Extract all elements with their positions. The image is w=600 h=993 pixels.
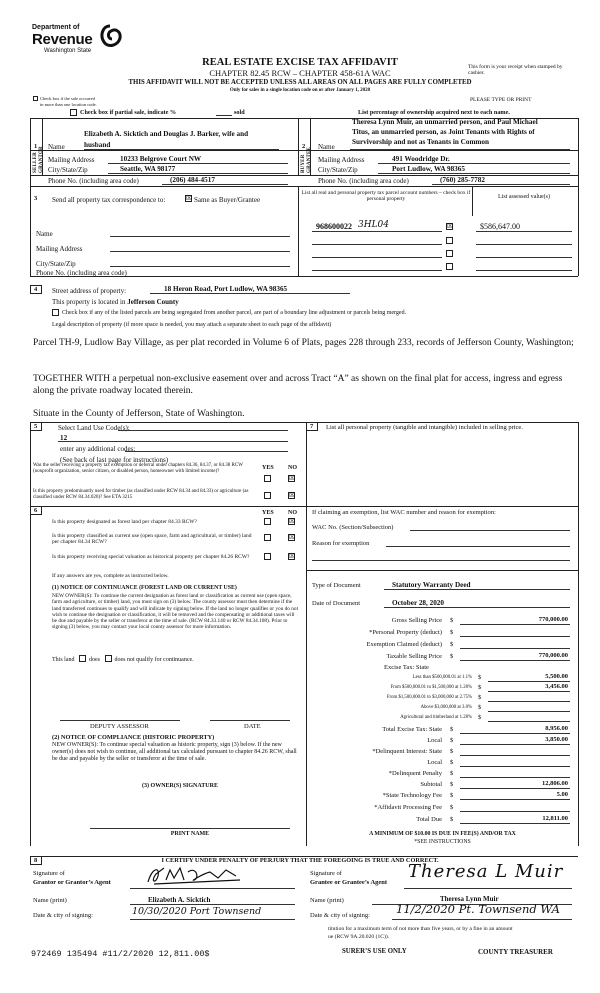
doc-date[interactable]: October 28, 2020 [392, 599, 444, 607]
logo-line-department: Department of [32, 24, 80, 31]
tier-label-2: From $500,000.01 to $1,500,000 at 1.28% [390, 685, 472, 690]
sec5-q2-yes[interactable] [264, 492, 271, 499]
dor-logo [30, 22, 140, 62]
buyer-city-label: City/State/Zip [318, 166, 358, 174]
deputy-date-label: DATE [244, 723, 261, 730]
buyer-phone-label: Phone No. (including area code) [318, 177, 409, 185]
land-use-code[interactable]: 12 [60, 434, 68, 442]
notice-continuance-body: NEW OWNER(S): To continue the current designation as forest land or classification as current use (open space, farm and agriculture, or timber) land, you must sign on (3) below. The county assessor must then determine if the land transferred continues to qualify and will indicate by signing below. If the land no longer qualifies or you do not wish to continue the designation or classification, it will be removed and the compensating or additional taxes will be due and payable by the seller or transferor at the time of sale. (RCW 84.33.140 or RCW 84.34.108). Prior to signing (3) below, you may contact your local county assessor for more information. [52, 593, 299, 631]
grantor-signature[interactable] [140, 862, 250, 888]
calc-value-exemption[interactable] [460, 648, 570, 649]
sec6-q1-no[interactable]: ☒ [289, 517, 296, 525]
property-street-address[interactable]: 18 Heron Road, Port Ludlow, WA 98365 [164, 285, 288, 293]
notice-compliance-body: NEW OWNER(S): To continue special valuation as historic property, sign (3) below. If the new owner(s) does not wish to continue, all additional tax calculated pursuant to chapter 84.26 RCW, shall be due and payable by the seller or transferor at the time of sale. [52, 742, 297, 763]
parcel-note-1: 3HL04 [358, 220, 390, 230]
perjury-note: titution for a maximum term of not more than five years, or by a fine in an amount [328, 926, 513, 932]
sec6-q2-no[interactable]: ☒ [289, 533, 296, 541]
see-back-label: (See back of last page for instructions) [60, 456, 169, 464]
total-value-local[interactable]: 3,850.00 [545, 736, 568, 743]
calc-value-personal[interactable] [460, 636, 570, 637]
total-label-penalty: *Delinquent Penalty [388, 770, 442, 777]
grantee-name[interactable]: Theresa Lynn Muir [440, 895, 499, 903]
seller-side-label: SELLER GRANTOR [33, 146, 44, 173]
calc-label-gross: Gross Selling Price [391, 617, 442, 624]
buyer-address-label: Mailing Address [318, 156, 365, 164]
sec5-q2-no[interactable]: ☒ [289, 491, 296, 499]
legal-description-3: Situate in the County of Jefferson, State of Washington. [33, 409, 245, 419]
grantor-name[interactable]: Elizabeth A. Sicktich [148, 896, 211, 904]
total-value-subtotal[interactable]: 12,806.00 [542, 780, 568, 787]
tier-label-1: Less than $500,000.01 at 1.1% [412, 675, 472, 680]
parcel-list-header: List all real and personal property tax parcel account numbers – check box if personal property [301, 190, 471, 203]
personal-property-checkbox-2[interactable] [446, 237, 453, 244]
calc-value-gross[interactable]: 770,000.00 [538, 616, 568, 623]
street-address-label: Street address of property: [52, 287, 127, 295]
total-label-local: Local [427, 737, 442, 744]
section-1-number: 1 [34, 143, 38, 150]
exemption-label: If claiming an exemption, list WAC number and reason for exemption: [312, 509, 496, 516]
type-or-print: PLEASE TYPE OR PRINT [470, 97, 532, 103]
same-as-buyer-label: Same as Buyer/Grantee [194, 196, 261, 204]
parcel-number-1[interactable]: 968600022 [316, 222, 352, 231]
sec3-name-label: Name [36, 230, 53, 238]
this-land-label: This land [52, 657, 75, 663]
treasurer-use-label: SURER’S USE ONLY [342, 948, 407, 955]
total-label-interest-state: *Delinquent Interest: State [372, 748, 442, 755]
sec6-q1: Is this property designated as forest land per chapter 84.33 RCW? [52, 519, 197, 525]
section-8-number: 8 [34, 857, 38, 864]
total-label-subtotal: Subtotal [420, 781, 442, 788]
legal-description-1: Parcel TH-9, Ludlow Bay Village, as per plat recorded in Volume 6 of Plats, pages 228 through 233, records of Jefferson County, Washington; [33, 338, 574, 348]
form-only-for: Only for sales in a single location code on or after January 1, 2020 [229, 88, 371, 93]
does-not-qualify-checkbox[interactable] [105, 655, 112, 662]
section-5-number: 5 [34, 423, 38, 430]
sec6-q2: Is this property classified as current use (open space, farm and agricultural, or timber) land per chapter 84.34 RCW? [52, 533, 252, 546]
excise-tax-label: Excise Tax: State [384, 664, 429, 671]
personal-property-label: List all personal property (tangible and intangible) included in selling price. [326, 424, 523, 431]
buyer-address[interactable]: 491 Woodridge Dr. [392, 155, 450, 163]
segregated-checkbox[interactable] [52, 309, 59, 316]
sec6-q3-no[interactable]: ☒ [289, 552, 296, 560]
doc-date-label: Date of Document [312, 600, 361, 607]
certify-statement: I CERTIFY UNDER PENALTY OF PERJURY THAT THE FOREGOING IS TRUE AND CORRECT. [161, 857, 439, 864]
calc-label-personal: *Personal Property (deduct) [369, 629, 442, 636]
tier-value-1[interactable]: 5,500.00 [545, 673, 568, 680]
buyer-name[interactable]: Theresa Lynn Muir, an unmarried person, and Paul Michael [352, 118, 538, 126]
receipt-note: This form is your receipt when stamped by cashier. [468, 64, 563, 77]
multi-location-checkbox[interactable] [33, 96, 38, 101]
tier-label-3: From $1,500,000.01 to $3,000,000 at 2.75% [386, 695, 472, 700]
grantee-date[interactable]: 11/2/2020 Pt. Townsend WA [396, 902, 560, 916]
does-not-label: does not qualify for continuance. [114, 657, 194, 663]
grantee-date-label: Date & city of signing: [310, 912, 370, 919]
wac-label: WAC No. (Section/Subsection) [312, 524, 394, 531]
seller-name-2[interactable]: husband [84, 141, 111, 149]
total-label-due: Total Due [416, 816, 442, 823]
tier-value-3[interactable] [488, 701, 570, 702]
grantee-signature[interactable]: Theresa L Muir [408, 861, 564, 882]
buyer-city[interactable]: Port Ludlow, WA 98365 [392, 165, 465, 173]
partial-sale-sold: sold [234, 109, 245, 116]
buyer-name-3[interactable]: Survivorship and not as Tenants in Common [352, 138, 490, 146]
buyer-name-label: Name [318, 143, 335, 151]
doc-type-label: Type of Document [312, 582, 361, 589]
county-name: Jefferson County [127, 298, 179, 306]
deputy-assessor-label: DEPUTY ASSESSOR [90, 723, 149, 730]
partial-sale-percent[interactable] [216, 109, 232, 116]
grantee-sig-label-2: Grantee or Grantee’s Agent [310, 879, 388, 886]
total-value-penalty[interactable] [460, 777, 570, 778]
ownership-note: List percentage of ownership acquired next to each name. [358, 109, 510, 116]
notice-continuance-title: (1) NOTICE OF CONTINUANCE (FOREST LAND OR CURRENT USE) [52, 585, 237, 591]
seller-name[interactable]: Elizabeth A. Sicktich and Douglas J. Barker, wife and [84, 130, 249, 138]
calc-label-exemption: Exemption Claimed (deduct) [366, 641, 442, 648]
seller-phone[interactable]: (206) 484-4517 [170, 176, 215, 184]
see-instructions-note: *SEE INSTRUCTIONS [414, 839, 471, 845]
total-value-interest-state[interactable] [460, 755, 570, 756]
section-2-number: 2 [302, 143, 306, 150]
owner-signature-label: (3) OWNER(S) SIGNATURE [142, 783, 218, 789]
sec5-q1-no[interactable]: ☒ [289, 474, 296, 482]
sec6-q2-yes[interactable] [264, 534, 271, 541]
section-6-number: 6 [34, 507, 38, 514]
grantor-name-label: Name (print) [33, 897, 67, 904]
county-label: This property is located in [52, 298, 126, 306]
total-value-tech-fee[interactable]: 5.00 [556, 791, 568, 798]
sec6-if-yes: If any answers are yes, complete as instructed below. [52, 573, 169, 579]
same-as-buyer-checkbox[interactable]: ☒ [186, 194, 193, 202]
section-7-number: 7 [310, 423, 314, 430]
total-value-due[interactable]: 12,811.00 [542, 815, 568, 822]
total-label-state: Total Excise Tax: State [382, 726, 442, 733]
recording-stamp: 972469 135494 #11/2/2020 12,811.00$ [31, 949, 210, 959]
legal-description-2: TOGETHER WITH a perpetual non-exclusive easement over and across Tract “A” as shown on the final plat for access, ingress and egress along the private roadway located therein. [33, 374, 563, 396]
buyer-phone[interactable]: (760) 285-7782 [440, 176, 485, 184]
segregated-label: Check box if any of the listed parcels are being segregated from another parcel, are part of a boundary line adjustment or parcels being merged. [62, 310, 407, 316]
seller-city-label: City/State/Zip [48, 166, 88, 174]
county-treasurer-label: COUNTY TREASURER [478, 948, 553, 956]
legal-description-label: Legal description of property (if more space is needed, you may attach a separate sheet to each page of the affidavit) [52, 322, 332, 328]
personal-property-checkbox-3[interactable] [446, 250, 453, 257]
land-use-label: Select Land Use Code(s): [58, 424, 130, 432]
total-label-interest-local: Local [427, 759, 442, 766]
county-line [52, 298, 179, 306]
calc-label-taxable: Taxable Selling Price [386, 653, 442, 660]
partial-sale-checkbox[interactable] [70, 109, 77, 116]
sec3-phone-label: Phone No. (including area code) [36, 269, 127, 277]
reason-label: Reason for exemption [312, 540, 370, 547]
sec6-q3-yes[interactable] [264, 553, 271, 560]
total-label-tech-fee: *State Technology Fee [382, 792, 442, 799]
seller-address[interactable]: 10233 Belgrove Court NW [120, 155, 202, 163]
grantee-name-label: Name (print) [310, 897, 344, 904]
sec5-q1-yes[interactable] [264, 475, 271, 482]
doc-type[interactable]: Statutory Warranty Deed [392, 581, 471, 589]
buyer-name-2[interactable]: Titus, an unmarried person, as Joint Tenants with Rights of [352, 128, 535, 136]
section-3-number: 3 [34, 195, 38, 202]
sec5-q2: Is this property predominantly used for timber (as classified under RCW 84.34 and 84.33) or agriculture (as classified under RCW 84.34.020)? See ETA 3215 [33, 489, 249, 500]
sec6-yes-header: YES [262, 510, 274, 516]
perjury-note-2: ue (RCW 9A.20.020 (1C)). [328, 934, 390, 940]
grantor-date-label: Date & city of signing: [33, 912, 93, 919]
form-warning: THIS AFFIDAVIT WILL NOT BE ACCEPTED UNLESS ALL AREAS ON ALL PAGES ARE FULLY COMPLETED [128, 79, 472, 86]
seller-address-label: Mailing Address [48, 156, 95, 164]
does-label: does [89, 657, 100, 663]
notice-compliance-title: (2) NOTICE OF COMPLIANCE (HISTORIC PROPERTY) [52, 734, 215, 741]
logo-swirl-icon [98, 24, 122, 50]
sec5-q1: Was the seller receiving a property tax exemption or deferral under chapters 84.36, 84.37, or 84.38 RCW (nonprofit organization, senior citizen, or disabled person, homeowner with limited income)? [33, 463, 243, 474]
grantor-sig-label-2: Grantor or Grantor’s Agent [33, 879, 111, 886]
send-correspondence-label: Send all property tax correspondence to: [52, 196, 166, 204]
tier-value-4[interactable] [488, 711, 570, 712]
personal-property-checkbox-1[interactable]: ☒ [447, 222, 454, 230]
sec5-yes-header: YES [262, 465, 274, 471]
form-chapter: CHAPTER 82.45 RCW – CHAPTER 458-61A WAC [209, 68, 391, 78]
seller-city[interactable]: Seattle, WA 98177 [120, 165, 176, 173]
multi-location-label: Check box if the sale occurred [40, 96, 95, 101]
sec6-no-header: NO [288, 510, 297, 516]
form-title: REAL ESTATE EXCISE TAX AFFIDAVIT [202, 57, 398, 68]
grantor-date[interactable]: 10/30/2020 Port Townsend [132, 906, 262, 917]
logo-line-state: Washington State [44, 48, 92, 54]
section-4-number: 4 [34, 286, 38, 293]
total-value-interest-local[interactable] [460, 766, 570, 767]
sec5-no-header: NO [288, 465, 297, 471]
sec3-address-label: Mailing Address [36, 245, 83, 253]
qualify-line [52, 654, 194, 664]
buyer-side-label: BUYER GRANTEE [301, 146, 312, 173]
tier-value-5[interactable] [488, 721, 570, 722]
grantor-sig-label-1: Signature of [33, 870, 65, 877]
tier-value-2[interactable]: 3,456.00 [545, 683, 568, 690]
minimum-fee-note: A MINIMUM OF $10.00 IS DUE IN FEE(S) AND/OR TAX [369, 831, 516, 837]
seller-phone-label: Phone No. (including area code) [48, 177, 139, 185]
assessed-value-1[interactable]: $586,647.00 [480, 222, 520, 231]
total-value-state[interactable]: 8,956.00 [545, 725, 568, 732]
tier-label-5: Agricultural and timberland at 1.28% [400, 715, 472, 720]
partial-sale-label: Check box if partial sale, indicate % [80, 109, 177, 116]
tier-label-4: Above $3,000,000 at 3.0% [420, 705, 472, 710]
sec6-q3: Is this property receiving special valuation as historical property per chapter 84.26 RCW? [52, 554, 250, 560]
sec6-q1-yes[interactable] [264, 518, 271, 525]
logo-line-revenue: Revenue [32, 31, 93, 48]
grantee-sig-label-1: Signature of [310, 870, 342, 877]
multi-location-label-2: in more than one location code. [40, 102, 97, 107]
personal-property-checkbox-4[interactable] [446, 263, 453, 270]
seller-name-label: Name [48, 143, 65, 151]
does-qualify-checkbox[interactable] [79, 655, 86, 662]
total-value-processing-fee[interactable] [460, 811, 570, 812]
total-label-processing-fee: *Affidavit Processing Fee [374, 804, 442, 811]
calc-value-taxable[interactable]: 770,000.00 [538, 652, 568, 659]
additional-codes-label: enter any additional codes: [60, 445, 136, 453]
sec3-city-label: City/State/Zip [36, 260, 76, 268]
assessed-value-header: List assessed value(s) [498, 194, 550, 200]
print-name-label: PRINT NAME [170, 831, 210, 837]
